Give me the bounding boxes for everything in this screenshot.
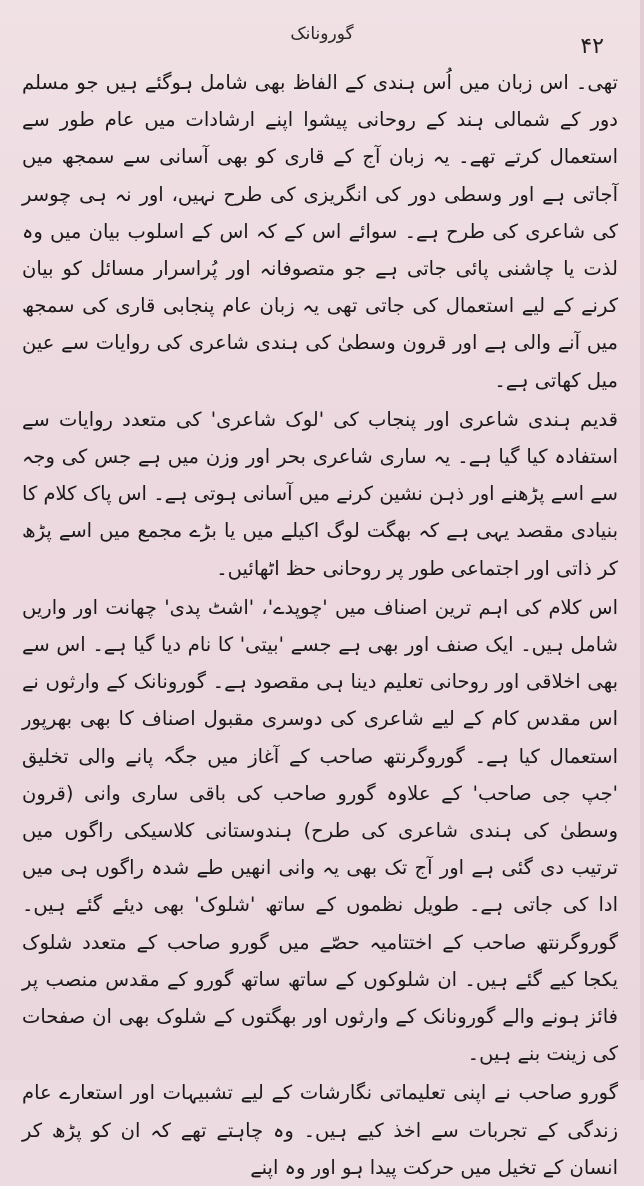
paragraph-1: تھی۔ اس زبان میں اُس ہندی کے الفاظ بھی شامل ہوگئے ہیں جو مسلم دور کے شمالی ہند کے روحانی پیشوا اپنے ارشادات میں عام طور سے استعمال کرتے تھے۔ یہ زبان آج کے قاری کو بھی آسانی سے سمجھ میں آجاتی ہے اور وسطی دور کی انگریزی کی طرح نہیں، اور نہ ہی چوسر کی شاعری کی طرح ہے۔ سوائے اس کے کہ اس کے اسلوب بیان میں وہ لذت یا چاشنی پائی جاتی ہے جو متصوفانہ اور پُراسرار مسائل کو بیان کرنے کے لیے استعمال کی جاتی تھی یہ زبان عام پنجابی قاری کی سمجھ میں آنے والی ہے اور قرون وسطیٰ کی ہندی شاعری کی روایات سے عین میل کھاتی ہے۔ <box>22 71 618 392</box>
page-number: ۴۲ <box>580 34 604 59</box>
paragraph-3: اس کلام کی اہم ترین اصناف میں 'چوپدے'، 'اشٹ پدی' چھانت اور واریں شامل ہیں۔ ایک صنف اور بھی ہے جسے 'بیتی' کا نام دیا گیا ہے۔ اس سے بھی اخلاقی اور روحانی تعلیم دینا ہی مقصود ہے۔ گورونانک کے وارثوں نے اس مقدس کام کے لیے شاعری کی دوسری مقبول اصناف کا بھی بھرپور استعمال کیا ہے۔ گوروگرنتھ صاحب کے آغاز میں جگہ پانے والی تخلیق 'جپ جی صاحب' کے علاوہ گورو صاحب کی باقی ساری وانی (قرون وسطیٰ کی ہندی شاعری کی طرح) ہندوستانی کلاسیکی راگوں میں ترتیب دی گئی ہے اور آج تک بھی یہ وانی انھیں طے شدہ راگوں ہی میں ادا کی جاتی ہے۔ طویل نظموں کے ساتھ 'شلوک' بھی دیئے گئے ہیں۔ گوروگرنتھ صاحب کے اختتامیہ حصّے میں گورو صاحب کے متعدد شلوک یکجا کیے گئے ہیں۔ ان شلوکوں کے ساتھ ساتھ گورو کے مقدس منصب پر فائز ہونے والے گورونانک کے وارثوں اور بھگتوں کے شلوک بھی ان صفحات کی زینت بنے ہیں۔ <box>22 595 618 1066</box>
body-text <box>22 64 618 1179</box>
running-header-title: گورونانک <box>290 24 354 44</box>
paragraph-4: گورو صاحب نے اپنی تعلیماتی نگارشات کے لیے تشبیہات اور استعارے عام زندگی کے تجربات سے اخذ کیے ہیں۔ وہ چاہتے تھے کہ ان کو پڑھ کر انسان کے تخیل میں حرکت پیدا ہو اور وہ اپنے <box>22 1081 618 1179</box>
paragraph-2: قدیم ہندی شاعری اور پنجاب کی 'لوک شاعری' کی متعدد روایات سے استفادہ کیا گیا ہے۔ یہ ساری شاعری بحر اور وزن میں ہے جس کی وجہ سے اسے پڑھنے اور ذہن نشین کرنے میں آسانی ہوتی ہے۔ اس پاک کلام کا بنیادی مقصد یہی ہے کہ بھگت لوگ اکیلے میں یا بڑے مجمع میں اسے پڑھ کر ذاتی اور اجتماعی طور پر روحانی حظ اٹھائیں۔ <box>22 407 618 580</box>
